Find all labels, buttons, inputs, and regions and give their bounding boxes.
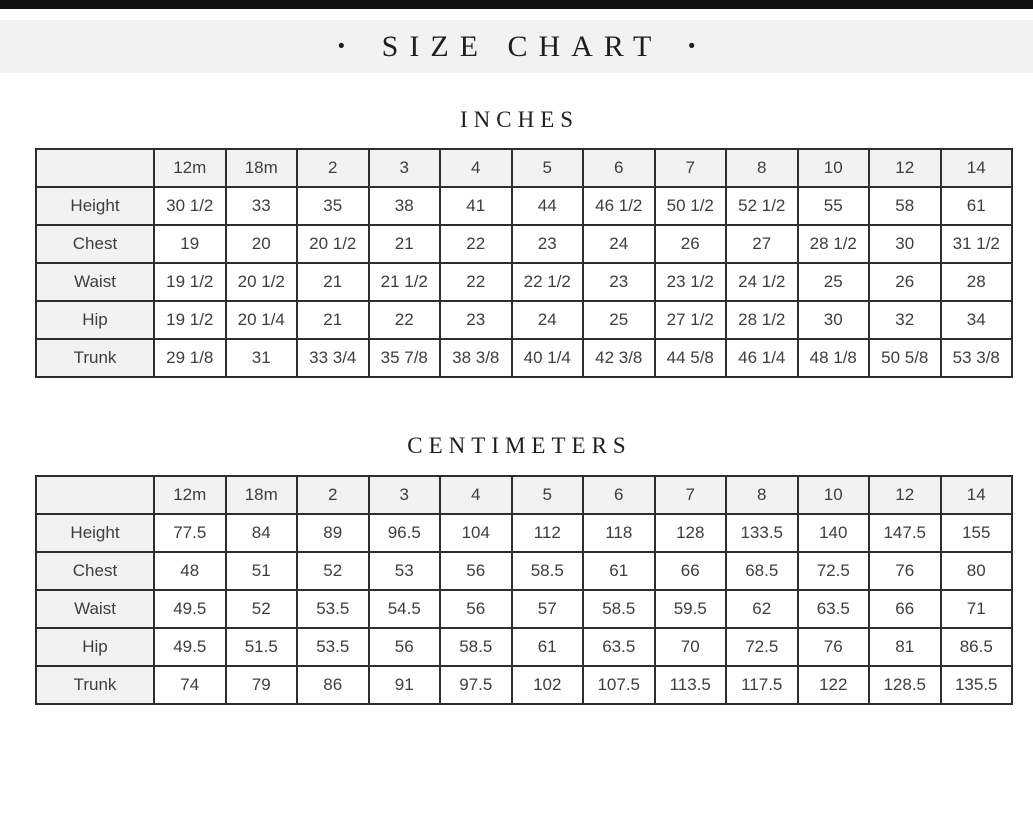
size-value-cell: 113.5 — [655, 666, 727, 704]
size-value-cell: 128.5 — [869, 666, 941, 704]
size-value-cell: 22 1/2 — [512, 263, 584, 301]
row-label: Chest — [36, 225, 154, 263]
size-value-cell: 63.5 — [583, 628, 655, 666]
size-value-cell: 24 — [512, 301, 584, 339]
size-value-cell: 54.5 — [369, 590, 441, 628]
size-value-cell: 26 — [869, 263, 941, 301]
size-value-cell: 53 — [369, 552, 441, 590]
size-value-cell: 19 — [154, 225, 226, 263]
size-value-cell: 27 — [726, 225, 798, 263]
size-value-cell: 128 — [655, 514, 727, 552]
size-value-cell: 86 — [297, 666, 369, 704]
size-column-header: 4 — [440, 149, 512, 187]
size-column-header: 18m — [226, 476, 298, 514]
size-value-cell: 51 — [226, 552, 298, 590]
size-value-cell: 52 — [297, 552, 369, 590]
size-value-cell: 50 5/8 — [869, 339, 941, 377]
size-value-cell: 112 — [512, 514, 584, 552]
size-value-cell: 29 1/8 — [154, 339, 226, 377]
size-value-cell: 104 — [440, 514, 512, 552]
size-value-cell: 71 — [941, 590, 1013, 628]
size-value-cell: 33 3/4 — [297, 339, 369, 377]
size-value-cell: 49.5 — [154, 590, 226, 628]
size-value-cell: 118 — [583, 514, 655, 552]
size-value-cell: 76 — [869, 552, 941, 590]
size-value-cell: 44 — [512, 187, 584, 225]
row-label: Height — [36, 187, 154, 225]
size-value-cell: 147.5 — [869, 514, 941, 552]
size-value-cell: 20 1/2 — [226, 263, 298, 301]
size-column-header: 8 — [726, 476, 798, 514]
size-value-cell: 102 — [512, 666, 584, 704]
title-decorator-right: • — [688, 36, 695, 57]
size-value-cell: 58 — [869, 187, 941, 225]
table-row — [36, 514, 1012, 552]
size-value-cell: 56 — [440, 590, 512, 628]
page-title: SIZE CHART — [381, 29, 663, 63]
size-column-header: 12 — [869, 476, 941, 514]
size-value-cell: 38 — [369, 187, 441, 225]
size-value-cell: 96.5 — [369, 514, 441, 552]
size-value-cell: 22 — [369, 301, 441, 339]
size-value-cell: 24 1/2 — [726, 263, 798, 301]
row-label: Waist — [36, 263, 154, 301]
size-value-cell: 27 1/2 — [655, 301, 727, 339]
size-column-header: 14 — [941, 149, 1013, 187]
size-value-cell: 74 — [154, 666, 226, 704]
size-column-header: 7 — [655, 476, 727, 514]
size-column-header: 10 — [798, 476, 870, 514]
header-row — [36, 149, 1012, 187]
size-value-cell: 140 — [798, 514, 870, 552]
table-row — [36, 301, 1012, 339]
row-label: Trunk — [36, 339, 154, 377]
size-value-cell: 52 1/2 — [726, 187, 798, 225]
size-value-cell: 25 — [583, 301, 655, 339]
size-column-header: 12m — [154, 149, 226, 187]
size-value-cell: 63.5 — [798, 590, 870, 628]
size-value-cell: 35 — [297, 187, 369, 225]
size-value-cell: 48 1/8 — [798, 339, 870, 377]
row-label: Hip — [36, 628, 154, 666]
size-value-cell: 53.5 — [297, 628, 369, 666]
row-label: Height — [36, 514, 154, 552]
size-value-cell: 42 3/8 — [583, 339, 655, 377]
size-value-cell: 24 — [583, 225, 655, 263]
size-value-cell: 20 1/2 — [297, 225, 369, 263]
header-row — [36, 476, 1012, 514]
size-value-cell: 53.5 — [297, 590, 369, 628]
size-value-cell: 20 — [226, 225, 298, 263]
size-column-header: 12 — [869, 149, 941, 187]
table-row — [36, 225, 1012, 263]
size-value-cell: 66 — [869, 590, 941, 628]
top-border-bar — [0, 0, 1033, 9]
size-value-cell: 23 — [512, 225, 584, 263]
size-value-cell: 30 — [869, 225, 941, 263]
size-column-header: 14 — [941, 476, 1013, 514]
row-label: Hip — [36, 301, 154, 339]
size-column-header: 10 — [798, 149, 870, 187]
table-row — [36, 628, 1012, 666]
size-value-cell: 25 — [798, 263, 870, 301]
size-value-cell: 30 — [798, 301, 870, 339]
size-column-header: 2 — [297, 149, 369, 187]
size-value-cell: 49.5 — [154, 628, 226, 666]
size-column-header: 3 — [369, 476, 441, 514]
centimeters-section — [0, 430, 1033, 705]
size-value-cell: 61 — [512, 628, 584, 666]
size-value-cell: 117.5 — [726, 666, 798, 704]
size-value-cell: 23 — [583, 263, 655, 301]
size-value-cell: 133.5 — [726, 514, 798, 552]
size-value-cell: 21 — [297, 301, 369, 339]
size-column-header: 6 — [583, 476, 655, 514]
inches-size-table — [35, 148, 1013, 378]
size-value-cell: 53 3/8 — [941, 339, 1013, 377]
row-label: Waist — [36, 590, 154, 628]
size-column-header: 3 — [369, 149, 441, 187]
size-value-cell: 28 1/2 — [726, 301, 798, 339]
size-column-header: 6 — [583, 149, 655, 187]
title-banner — [0, 20, 1033, 73]
size-value-cell: 30 1/2 — [154, 187, 226, 225]
size-value-cell: 61 — [941, 187, 1013, 225]
size-value-cell: 50 1/2 — [655, 187, 727, 225]
size-value-cell: 55 — [798, 187, 870, 225]
size-value-cell: 135.5 — [941, 666, 1013, 704]
size-value-cell: 31 — [226, 339, 298, 377]
size-value-cell: 22 — [440, 225, 512, 263]
size-value-cell: 56 — [440, 552, 512, 590]
size-value-cell: 155 — [941, 514, 1013, 552]
size-value-cell: 84 — [226, 514, 298, 552]
size-value-cell: 66 — [655, 552, 727, 590]
size-value-cell: 77.5 — [154, 514, 226, 552]
size-value-cell: 89 — [297, 514, 369, 552]
size-column-header: 5 — [512, 149, 584, 187]
size-value-cell: 44 5/8 — [655, 339, 727, 377]
size-value-cell: 22 — [440, 263, 512, 301]
table-row — [36, 263, 1012, 301]
size-value-cell: 76 — [798, 628, 870, 666]
size-value-cell: 19 1/2 — [154, 301, 226, 339]
size-value-cell: 20 1/4 — [226, 301, 298, 339]
table-row — [36, 552, 1012, 590]
size-value-cell: 40 1/4 — [512, 339, 584, 377]
size-value-cell: 52 — [226, 590, 298, 628]
corner-cell — [36, 476, 154, 514]
size-value-cell: 31 1/2 — [941, 225, 1013, 263]
size-value-cell: 81 — [869, 628, 941, 666]
size-value-cell: 58.5 — [583, 590, 655, 628]
size-value-cell: 21 — [369, 225, 441, 263]
inches-section — [0, 104, 1033, 378]
size-column-header: 18m — [226, 149, 298, 187]
table-row — [36, 666, 1012, 704]
size-value-cell: 57 — [512, 590, 584, 628]
size-value-cell: 38 3/8 — [440, 339, 512, 377]
size-value-cell: 46 1/4 — [726, 339, 798, 377]
size-column-header: 12m — [154, 476, 226, 514]
table-row — [36, 339, 1012, 377]
size-value-cell: 48 — [154, 552, 226, 590]
size-value-cell: 28 — [941, 263, 1013, 301]
size-value-cell: 72.5 — [798, 552, 870, 590]
row-label: Chest — [36, 552, 154, 590]
size-value-cell: 35 7/8 — [369, 339, 441, 377]
corner-cell — [36, 149, 154, 187]
size-column-header: 8 — [726, 149, 798, 187]
size-value-cell: 122 — [798, 666, 870, 704]
table-row — [36, 187, 1012, 225]
size-value-cell: 59.5 — [655, 590, 727, 628]
title-decorator-left: • — [337, 36, 345, 57]
size-value-cell: 21 1/2 — [369, 263, 441, 301]
size-value-cell: 107.5 — [583, 666, 655, 704]
size-column-header: 2 — [297, 476, 369, 514]
size-value-cell: 68.5 — [726, 552, 798, 590]
size-value-cell: 26 — [655, 225, 727, 263]
size-column-header: 4 — [440, 476, 512, 514]
centimeters-size-table — [35, 475, 1013, 705]
size-value-cell: 19 1/2 — [154, 263, 226, 301]
size-value-cell: 58.5 — [440, 628, 512, 666]
size-value-cell: 86.5 — [941, 628, 1013, 666]
size-value-cell: 72.5 — [726, 628, 798, 666]
size-value-cell: 62 — [726, 590, 798, 628]
size-value-cell: 23 — [440, 301, 512, 339]
size-value-cell: 28 1/2 — [798, 225, 870, 263]
size-value-cell: 41 — [440, 187, 512, 225]
table-row — [36, 590, 1012, 628]
size-value-cell: 51.5 — [226, 628, 298, 666]
size-value-cell: 79 — [226, 666, 298, 704]
size-value-cell: 80 — [941, 552, 1013, 590]
size-value-cell: 32 — [869, 301, 941, 339]
size-value-cell: 34 — [941, 301, 1013, 339]
size-column-header: 5 — [512, 476, 584, 514]
size-column-header: 7 — [655, 149, 727, 187]
size-value-cell: 91 — [369, 666, 441, 704]
size-value-cell: 70 — [655, 628, 727, 666]
size-value-cell: 21 — [297, 263, 369, 301]
size-value-cell: 46 1/2 — [583, 187, 655, 225]
size-value-cell: 56 — [369, 628, 441, 666]
row-label: Trunk — [36, 666, 154, 704]
inches-heading: INCHES — [459, 107, 580, 132]
size-value-cell: 97.5 — [440, 666, 512, 704]
size-value-cell: 23 1/2 — [655, 263, 727, 301]
centimeters-heading: CENTIMETERS — [407, 433, 632, 458]
size-value-cell: 33 — [226, 187, 298, 225]
size-value-cell: 58.5 — [512, 552, 584, 590]
size-value-cell: 61 — [583, 552, 655, 590]
